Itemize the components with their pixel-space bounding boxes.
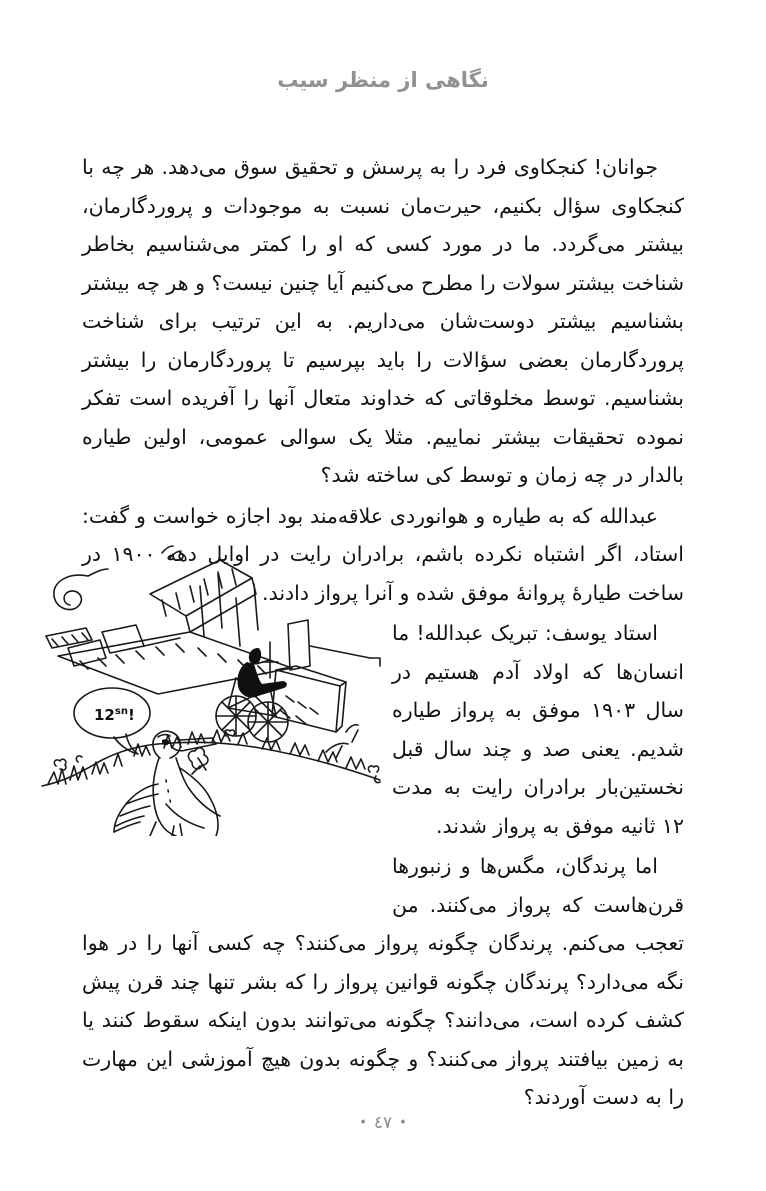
speech-bubble-number: 12	[94, 706, 115, 724]
page-number: ٤٧	[373, 1113, 393, 1133]
paragraph-birds: اما پرندگان، مگس‌ها و زنبورها قرن‌هاست که پرواز می‌کنند. من تعجب می‌کنم. پرندگان چگونه پرواز می‌کنند؟ چه کسی آنها را در هوا نگه می‌دارد؟ پرندگان چگونه قوانین پرواز را که بشر تنها چند قرن پیش کشف کرده است، می‌دانند؟ چگونه می‌توانند بدون اینکه سقوط کنند یا به زمین بیافتند پرواز می‌کنند؟ و چگونه بدون هیچ آموزشی این مهارت را به دست آوردند؟	[82, 854, 684, 1109]
body-text-column	[82, 148, 684, 1117]
footer-dot-left: •	[399, 1115, 407, 1131]
illustration-text-wrap-spacer	[82, 614, 392, 914]
paragraph-curiosity: جوانان! کنجکاوی فرد را به پرسش و تحقیق سوق می‌دهد. هر چه با کنجکاوی سؤال بکنیم، حیرت‌مان نسبت به موجودات و پروردگارمان، بیشتر می‌گردد. ما در مورد کسی که او را کمتر می‌شناسیم بخاطر شناخت بیشتر سولات را مطرح می‌کنیم آیا چنین نیست؟ و هر چه بیشتر بشناسیم بیشتر دوست‌شان می‌داریم. به این ترتیب برای شناخت پروردگارمان بعضی سؤالات را باید بپرسیم تا پروردگارمان را بیشتر بشناسیم. توسط مخلوقاتی که خداوند متعال آنها را آفریده است تفکر نموده تحقیقات بیشتر نماییم. مثلا یک سوالی عمومی، اولین طیاره بالدار در چه زمان و توسط کی ساخته شد؟	[82, 155, 684, 487]
page-footer	[0, 1113, 766, 1133]
paragraph-abdullah: عبدالله که به طیاره و هوانوردی علاقه‌مند بود اجازه خواست و گفت: استاد، اگر اشتباه نکرده باشم، برادران رایت در اوایل دهه ۱۹۰۰ در ساخت طیارهٔ پروانهٔ موفق شده و آنرا پرواز دادند.	[82, 503, 684, 605]
speech-bubble-punct: !	[127, 706, 135, 724]
paragraph-ostad-yusuf: استاد یوسف: تبریک عبدالله! ما انسان‌ها که اولاد آدم هستیم در سال ۱۹۰۳ موفق به پرواز طیاره شدیم. یعنی صد و چند سال قبل نخستین‌بار برادران رایت به مدت ۱۲ ثانیه موفق به پرواز شدند.	[392, 621, 684, 838]
footer-dot-right: •	[359, 1115, 367, 1131]
speech-bubble-unit: sn	[114, 706, 128, 717]
running-header: نگاهی از منظر سیب	[277, 68, 489, 92]
